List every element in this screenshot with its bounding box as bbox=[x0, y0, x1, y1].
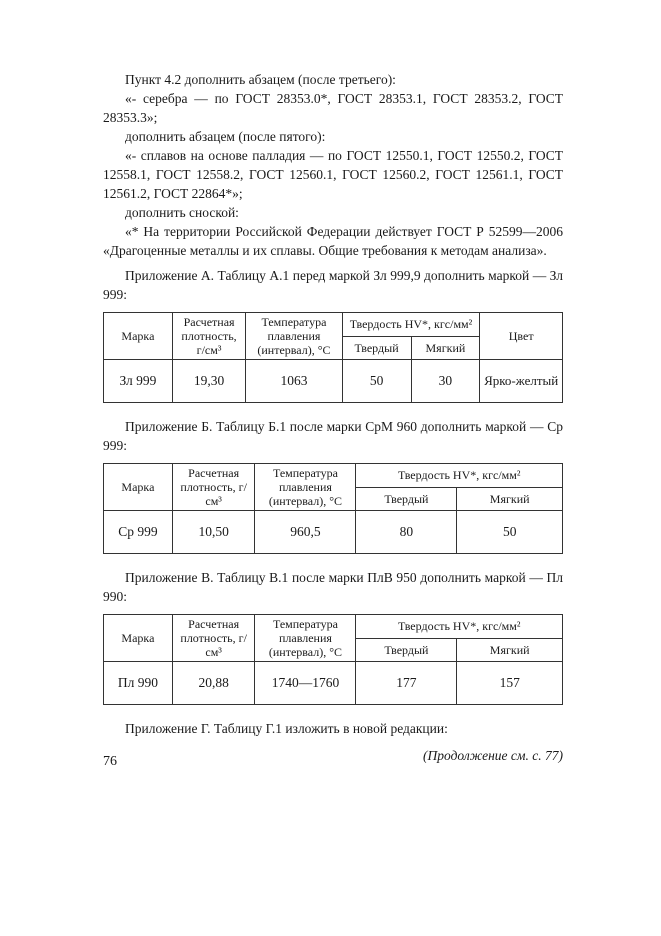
cell-temperature: 1740—1760 bbox=[255, 662, 356, 705]
paragraph-3: дополнить абзацем (после пятого): bbox=[125, 129, 326, 144]
document-body bbox=[103, 70, 563, 765]
header-density: Расчетная плотность, г/см³ bbox=[172, 464, 255, 511]
header-color: Цвет bbox=[480, 313, 563, 360]
header-hard: Твердый bbox=[342, 336, 411, 360]
header-hard: Твердый bbox=[356, 487, 457, 511]
cell-soft: 157 bbox=[457, 662, 563, 705]
cell-hard: 50 bbox=[342, 360, 411, 403]
cell-mark: Ср 999 bbox=[104, 511, 173, 554]
cell-mark: Зл 999 bbox=[104, 360, 173, 403]
cell-color: Ярко-желтый bbox=[480, 360, 563, 403]
paragraph-10: Приложение Г. Таблицу Г.1 изложить в новой редакции: bbox=[125, 721, 448, 736]
cell-density: 19,30 bbox=[172, 360, 245, 403]
cell-soft: 30 bbox=[411, 360, 480, 403]
page-number: 76 bbox=[103, 754, 117, 769]
table-b bbox=[103, 463, 563, 554]
header-mark: Марка bbox=[104, 313, 173, 360]
header-hardness: Твердость HV*, кгс/мм² bbox=[356, 464, 563, 488]
header-hardness: Твердость HV*, кгс/мм² bbox=[342, 313, 480, 337]
cell-temperature: 960,5 bbox=[255, 511, 356, 554]
paragraph-1: Пункт 4.2 дополнить абзацем (после третьего): bbox=[125, 72, 396, 87]
table-row bbox=[104, 662, 563, 705]
cell-density: 10,50 bbox=[172, 511, 255, 554]
paragraph-6: «* На территории Российской Федерации действует ГОСТ Р 52599—2006 «Драгоценные металлы и их сплавы. Общие требования к методам анализа». bbox=[103, 224, 563, 258]
cell-hard: 177 bbox=[356, 662, 457, 705]
header-density: Расчетная плотность, г/см³ bbox=[172, 313, 245, 360]
header-temperature: Температура плавления (интервал), °С bbox=[255, 464, 356, 511]
header-density: Расчетная плотность, г/см³ bbox=[172, 615, 255, 662]
cell-hard: 80 bbox=[356, 511, 457, 554]
header-mark: Марка bbox=[104, 464, 173, 511]
paragraph-2: «- серебра — по ГОСТ 28353.0*, ГОСТ 28353.1, ГОСТ 28353.2, ГОСТ 28353.3»; bbox=[103, 91, 563, 125]
header-soft: Мягкий bbox=[411, 336, 480, 360]
header-soft: Мягкий bbox=[457, 638, 563, 662]
cell-density: 20,88 bbox=[172, 662, 255, 705]
header-mark: Марка bbox=[104, 615, 173, 662]
paragraph-7: Приложение А. Таблицу А.1 перед маркой Зл 999,9 дополнить маркой — Зл 999: bbox=[103, 268, 563, 302]
header-hard: Твердый bbox=[356, 638, 457, 662]
continuation-note: (Продолжение см. с. 77) bbox=[423, 748, 563, 763]
table-c bbox=[103, 614, 563, 705]
paragraph-8: Приложение Б. Таблицу Б.1 после марки СрМ 960 дополнить маркой — Ср 999: bbox=[103, 419, 563, 453]
paragraph-4: «- сплавов на основе палладия — по ГОСТ 12550.1, ГОСТ 12550.2, ГОСТ 12558.1, ГОСТ 12558.2, ГОСТ 12560.1, ГОСТ 12560.2, ГОСТ 12561.1, ГОСТ 12561.2, ГОСТ 22864*»; bbox=[103, 148, 563, 201]
paragraph-5: дополнить сноской: bbox=[125, 205, 239, 220]
cell-mark: Пл 990 bbox=[104, 662, 173, 705]
cell-temperature: 1063 bbox=[246, 360, 342, 403]
table-row bbox=[104, 360, 563, 403]
header-soft: Мягкий bbox=[457, 487, 563, 511]
table-a bbox=[103, 312, 563, 403]
header-hardness: Твердость HV*, кгс/мм² bbox=[356, 615, 563, 639]
header-temperature: Температура плавления (интервал), °С bbox=[255, 615, 356, 662]
paragraph-9: Приложение В. Таблицу В.1 после марки ПлВ 950 дополнить маркой — Пл 990: bbox=[103, 570, 563, 604]
cell-soft: 50 bbox=[457, 511, 563, 554]
table-row bbox=[104, 511, 563, 554]
header-temperature: Температура плавления (интервал), °С bbox=[246, 313, 342, 360]
